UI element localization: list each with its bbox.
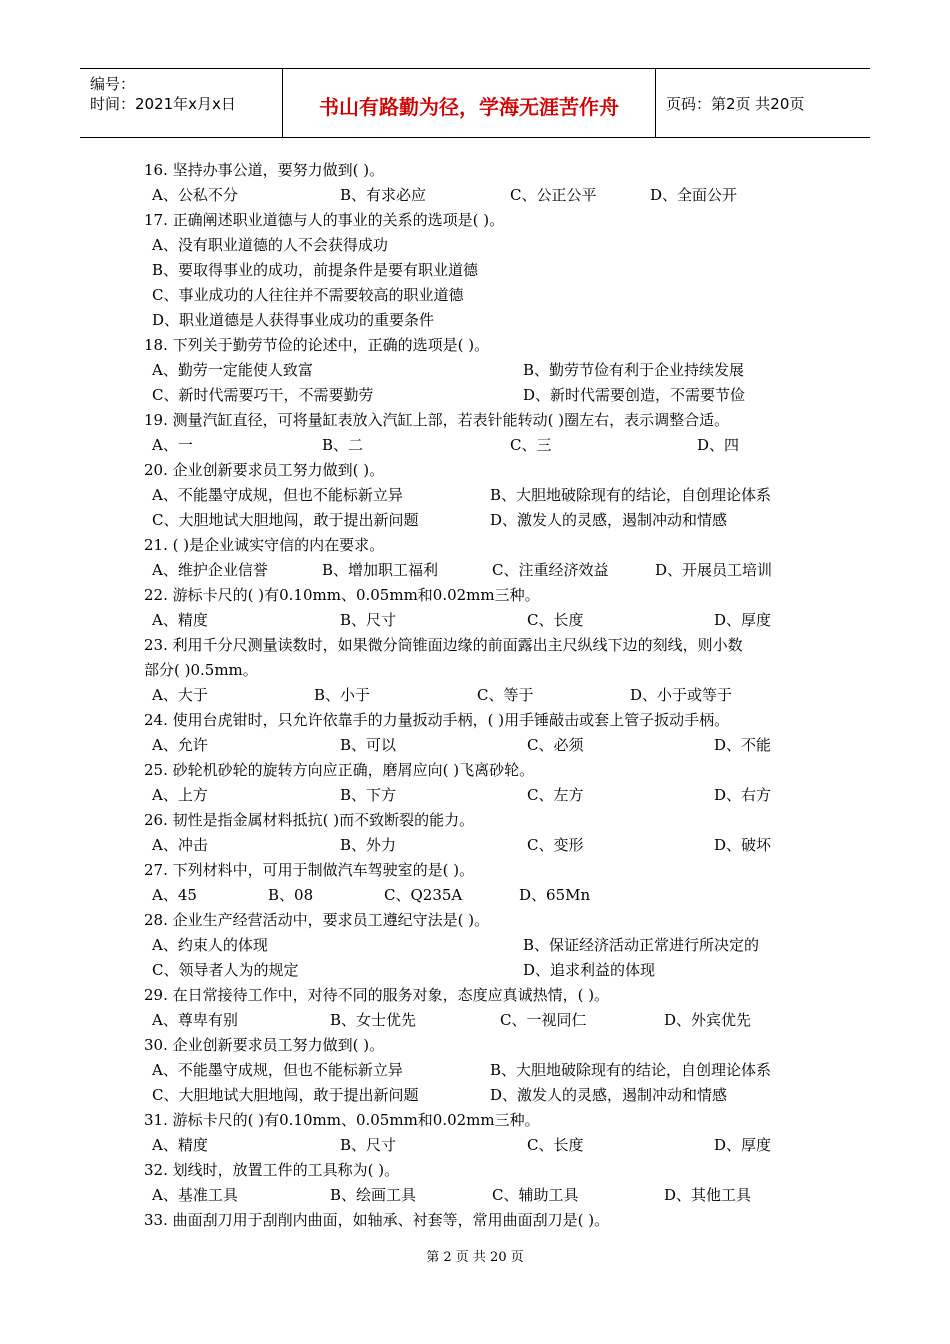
answer-option: A、维护企业信誉 — [152, 561, 268, 579]
answer-option: D、职业道德是人获得事业成功的重要条件 — [152, 311, 435, 329]
answer-option: C、领导者人为的规定 — [152, 961, 299, 979]
question-text: 16. 坚持办事公道，要努力做到( )。 — [144, 161, 385, 179]
answer-option: A、精度 — [152, 611, 208, 629]
answer-option: D、新时代需要创造，不需要节俭 — [523, 386, 746, 404]
answer-option: B、可以 — [340, 736, 397, 754]
question-text: 部分( )0.5mm。 — [144, 661, 258, 679]
answer-option: A、一 — [152, 436, 193, 454]
answer-options-row — [144, 683, 824, 708]
answer-options-row — [144, 783, 824, 808]
answer-option: B、外力 — [340, 836, 397, 854]
answer-options-row — [144, 1058, 824, 1083]
answer-option: A、允许 — [152, 736, 208, 754]
answer-options-row — [144, 1083, 824, 1108]
answer-option: D、全面公开 — [650, 186, 738, 204]
answer-option: D、小于或等于 — [630, 686, 733, 704]
answer-option: D、开展员工培训 — [655, 561, 773, 579]
answer-option: B、勤劳节俭有利于企业持续发展 — [523, 361, 745, 379]
question-text: 29. 在日常接待工作中，对待不同的服务对象，态度应真诚热情，( )。 — [144, 986, 610, 1004]
question-text: 17. 正确阐述职业道德与人的事业的关系的选项是( )。 — [144, 211, 505, 229]
answer-option: D、追求利益的体现 — [523, 961, 656, 979]
question-text: 26. 韧性是指金属材料抵抗( )而不致断裂的能力。 — [144, 811, 475, 829]
answer-options-row — [144, 1008, 824, 1033]
answer-options-row — [144, 1183, 824, 1208]
answer-options-row — [144, 883, 824, 908]
question-text: 24. 使用台虎钳时，只允许依靠手的力量扳动手柄，( )用手锤敲击或套上管子扳动手柄。 — [144, 711, 730, 729]
question-text: 23. 利用千分尺测量读数时，如果微分筒锥面边缘的前面露出主尺纵线下边的刻线，则小数 — [144, 636, 743, 654]
answer-options-row — [144, 308, 824, 333]
answer-option: B、二 — [322, 436, 364, 454]
answer-option: D、不能 — [714, 736, 772, 754]
answer-option: B、要取得事业的成功，前提条件是要有职业道德 — [152, 261, 479, 279]
answer-option: A、不能墨守成规，但也不能标新立异 — [152, 1061, 403, 1079]
answer-option: D、65Mn — [519, 886, 591, 904]
answer-option: C、必须 — [527, 736, 584, 754]
answer-option: D、激发人的灵感，遏制冲动和情感 — [490, 511, 728, 529]
answer-option: C、事业成功的人往往并不需要较高的职业道德 — [152, 286, 464, 304]
answer-option: C、大胆地试大胆地闯，敢于提出新问题 — [152, 1086, 419, 1104]
question-text: 18. 下列关于勤劳节俭的论述中，正确的选项是( )。 — [144, 336, 490, 354]
question-text: 31. 游标卡尺的( )有0.10mm、0.05mm和0.02mm三种。 — [144, 1111, 540, 1129]
question-text: 28. 企业生产经营活动中，要求员工遵纪守法是( )。 — [144, 911, 490, 929]
document-time-label: 时间：2021年x月x日 — [90, 95, 236, 113]
answer-options-row — [144, 258, 824, 283]
answer-option: B、08 — [268, 886, 314, 904]
question-text: 19. 测量汽缸直径，可将量缸表放入汽缸上部，若表针能转动( )圈左右，表示调整合适。 — [144, 411, 730, 429]
answer-options-row — [144, 608, 824, 633]
answer-options-row — [144, 1133, 824, 1158]
header-page-cell — [656, 69, 870, 137]
question-text: 20. 企业创新要求员工努力做到( )。 — [144, 461, 385, 479]
answer-option: C、新时代需要巧干，不需要勤劳 — [152, 386, 374, 404]
answer-option: B、尺寸 — [340, 611, 397, 629]
answer-option: B、尺寸 — [340, 1136, 397, 1154]
answer-option: B、大胆地破除现有的结论，自创理论体系 — [490, 486, 772, 504]
answer-option: D、激发人的灵感，遏制冲动和情感 — [490, 1086, 728, 1104]
question-text: 30. 企业创新要求员工努力做到( )。 — [144, 1036, 385, 1054]
question-text: 22. 游标卡尺的( )有0.10mm、0.05mm和0.02mm三种。 — [144, 586, 540, 604]
header-page-info: 页码：第2页 共20页 — [666, 95, 805, 113]
answer-option: D、厚度 — [714, 611, 772, 629]
header-meta-cell — [80, 69, 283, 137]
answer-option: C、长度 — [527, 1136, 584, 1154]
answer-option: A、45 — [152, 886, 197, 904]
answer-option: A、不能墨守成规，但也不能标新立异 — [152, 486, 403, 504]
answer-options-row — [144, 283, 824, 308]
question-list — [144, 158, 824, 1233]
answer-option: C、一视同仁 — [500, 1011, 587, 1029]
question-text: 25. 砂轮机砂轮的旋转方向应正确，磨屑应向( )飞离砂轮。 — [144, 761, 535, 779]
answer-option: A、上方 — [152, 786, 208, 804]
answer-options-row — [144, 833, 824, 858]
document-number-label: 编号： — [90, 75, 136, 93]
answer-option: C、Q235A — [384, 886, 463, 904]
answer-options-row — [144, 508, 824, 533]
question-text: 27. 下列材料中，可用于制做汽车驾驶室的是( )。 — [144, 861, 475, 879]
answer-option: A、公私不分 — [152, 186, 238, 204]
answer-option: B、大胆地破除现有的结论，自创理论体系 — [490, 1061, 772, 1079]
answer-options-row — [144, 958, 824, 983]
answer-option: C、公正公平 — [510, 186, 597, 204]
answer-options-row — [144, 358, 824, 383]
answer-options-row — [144, 483, 824, 508]
answer-option: C、长度 — [527, 611, 584, 629]
answer-option: C、等于 — [477, 686, 534, 704]
answer-option: D、破坏 — [714, 836, 772, 854]
answer-options-row — [144, 383, 824, 408]
answer-option: D、外宾优先 — [664, 1011, 752, 1029]
answer-option: D、其他工具 — [664, 1186, 752, 1204]
answer-option: C、三 — [510, 436, 552, 454]
answer-option: A、没有职业道德的人不会获得成功 — [152, 236, 388, 254]
answer-option: C、注重经济效益 — [492, 561, 609, 579]
answer-option: A、尊卑有别 — [152, 1011, 238, 1029]
answer-options-row — [144, 183, 824, 208]
answer-option: A、约束人的体现 — [152, 936, 268, 954]
answer-option: C、大胆地试大胆地闯，敢于提出新问题 — [152, 511, 419, 529]
answer-option: A、冲击 — [152, 836, 208, 854]
answer-option: B、增加职工福利 — [322, 561, 439, 579]
answer-option: B、小于 — [314, 686, 371, 704]
question-text: 32. 划线时，放置工件的工具称为( )。 — [144, 1161, 400, 1179]
question-text: 21. ( )是企业诚实守信的内在要求。 — [144, 536, 385, 554]
answer-option: C、辅助工具 — [492, 1186, 579, 1204]
answer-options-row — [144, 733, 824, 758]
answer-option: B、绘画工具 — [330, 1186, 417, 1204]
answer-option: C、变形 — [527, 836, 584, 854]
answer-option: D、右方 — [714, 786, 772, 804]
answer-options-row — [144, 933, 824, 958]
answer-options-row — [144, 433, 824, 458]
answer-options-row — [144, 233, 824, 258]
header-motto-cell — [283, 69, 656, 137]
answer-option: B、下方 — [340, 786, 397, 804]
answer-option: A、勤劳一定能使人致富 — [152, 361, 313, 379]
page-footer: 第 2 页 共 20 页 — [426, 1250, 524, 1265]
answer-option: D、四 — [697, 436, 740, 454]
answer-option: B、保证经济活动正常进行所决定的 — [523, 936, 760, 954]
answer-option: A、基准工具 — [152, 1186, 238, 1204]
answer-option: C、左方 — [527, 786, 584, 804]
header-motto: 书山有路勤为径，学海无涯苦作舟 — [319, 95, 619, 119]
answer-options-row — [144, 558, 824, 583]
page-header — [80, 68, 870, 138]
answer-option: A、大于 — [152, 686, 208, 704]
question-text: 33. 曲面刮刀用于刮削内曲面，如轴承、衬套等，常用曲面刮刀是( )。 — [144, 1211, 610, 1229]
answer-option: D、厚度 — [714, 1136, 772, 1154]
answer-option: A、精度 — [152, 1136, 208, 1154]
answer-option: B、有求必应 — [340, 186, 427, 204]
answer-option: B、女士优先 — [330, 1011, 417, 1029]
